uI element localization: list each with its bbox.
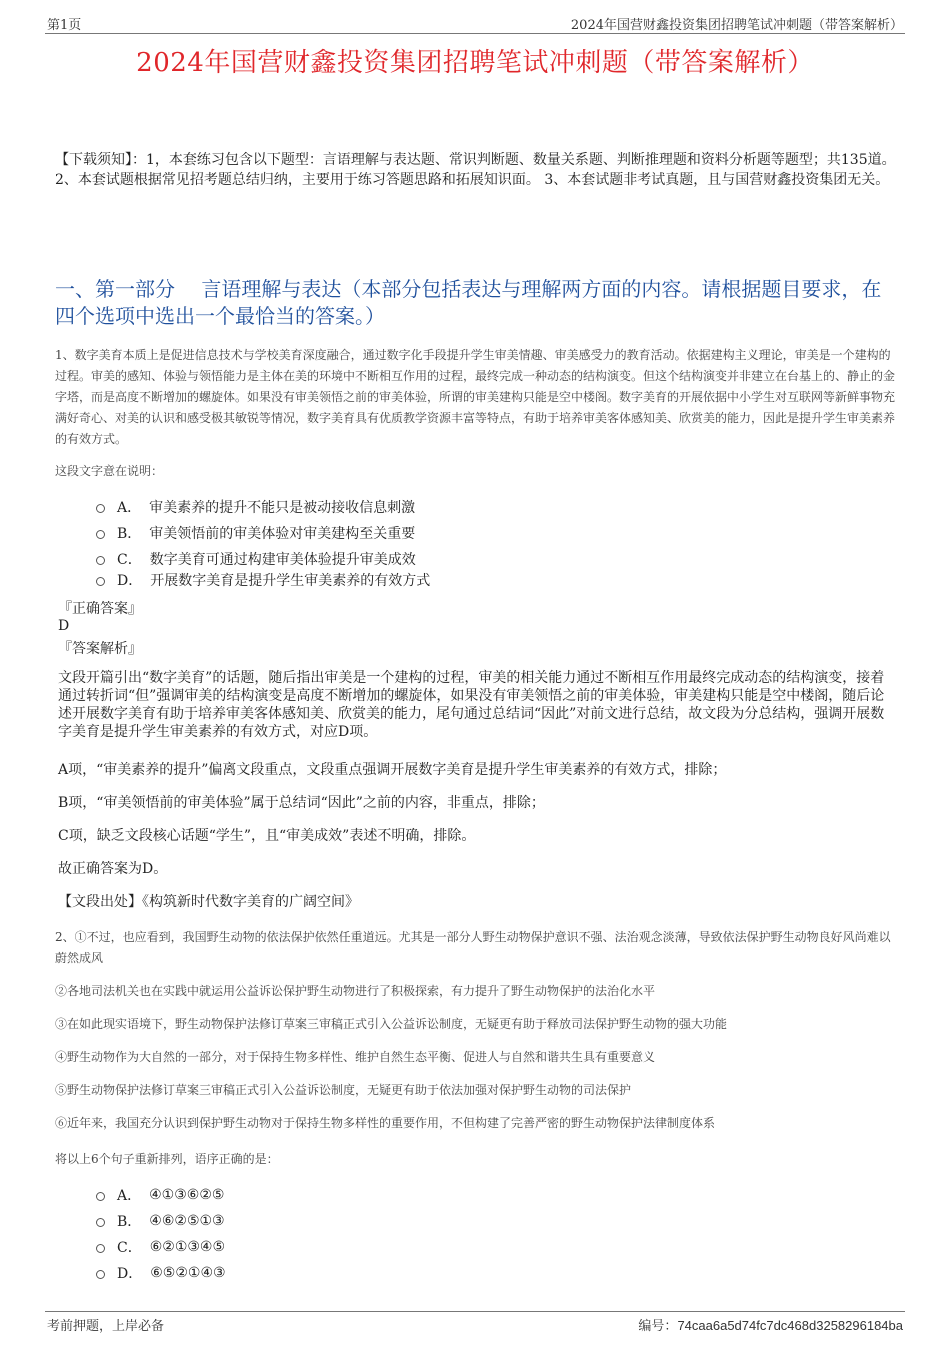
question-2-option-a[interactable] bbox=[96, 1185, 224, 1205]
option-letter: C． bbox=[117, 552, 142, 568]
header-divider bbox=[45, 33, 905, 34]
radio-icon[interactable] bbox=[96, 530, 105, 539]
question-1-option-d[interactable] bbox=[96, 570, 430, 590]
option-text: ⑥②①③④⑤ bbox=[149, 1239, 226, 1255]
option-text: 审美领悟前的审美体验对审美建构至关重要 bbox=[149, 526, 416, 542]
option-letter: B． bbox=[117, 526, 142, 542]
option-text: 开展数字美育是提升学生审美素养的有效方式 bbox=[150, 573, 431, 589]
analysis-paragraph: 故正确答案为D。 bbox=[58, 861, 168, 877]
download-notice: 【下载须知】：1，本套练习包含以下题型：言语理解与表达题、常识判断题、数量关系题、判断推理题和资料分析题等题型；共135道。 2、本套试题根据常见招考题总结归纳，主要用于练习答题思路和拓展知识面。 3、本套试题非考试真题，且与国营财鑫投资集团无关。 bbox=[55, 152, 896, 188]
radio-icon[interactable] bbox=[96, 577, 105, 586]
footer-slogan: 考前押题，上岸必备 bbox=[47, 1319, 165, 1334]
option-letter: D． bbox=[117, 573, 143, 589]
question-1-passage: 1、数字美育本质上是促进信息技术与学校美育深度融合，通过数字化手段提升学生审美情趣、审美感受力的教育活动。依据建构主义理论，审美是一个建构的过程。审美的感知、体验与领悟能力是主体在美的环境中不断相互作用的过程，最终完成一种动态的结构演变。但这个结构演变并非建立在台基上的、静止的金字塔，而是高度不断增加的螺旋体。如果没有审美领悟之前的审美体验，所谓的审美建构只能是空中楼阁。数字美育的开展依据中小学生对互联网等新鲜事物充满好奇心、对美的认识和感受极其敏锐等情况，数字美育具有优质教学资源丰富等特点，有助于培养审美客体感知美、欣赏美的能力，因此是提升学生审美素养的有效方式。 bbox=[55, 348, 896, 446]
document-title: 2024年国营财鑫投资集团招聘笔试冲刺题（带答案解析） bbox=[136, 48, 814, 78]
option-text: ⑥⑤②①④③ bbox=[150, 1265, 226, 1281]
analysis-paragraph: C项，缺乏文段核心话题“学生”，且“审美成效”表述不明确，排除。 bbox=[58, 828, 476, 844]
radio-icon[interactable] bbox=[96, 504, 105, 513]
question-2-sentence: ⑥近年来，我国充分认识到保护野生动物对于保持生物多样性的重要作用，不但构建了完善严密的野生动物保护法律制度体系 bbox=[55, 1116, 716, 1130]
document-code-label: 编号： bbox=[638, 1319, 678, 1334]
analysis-label: 『答案解析』 bbox=[58, 641, 142, 657]
option-letter: A． bbox=[117, 1188, 142, 1204]
option-letter: C． bbox=[117, 1240, 142, 1256]
analysis-paragraph: B项，“审美领悟前的审美体验”属于总结词“因此”之前的内容，非重点，排除； bbox=[58, 795, 545, 811]
question-2-option-b[interactable] bbox=[96, 1211, 225, 1231]
footer-divider bbox=[45, 1311, 905, 1312]
document-code-value: 74caa6a5d74fc7dc468d3258296184ba bbox=[677, 1318, 903, 1333]
option-text: ④⑥②⑤①③ bbox=[149, 1213, 225, 1229]
section-heading: 一、第一部分 言语理解与表达（本部分包括表达与理解两方面的内容。请根据题目要求，在四个选项中选出一个最恰当的答案。） bbox=[55, 277, 882, 328]
option-letter: A． bbox=[117, 500, 142, 516]
correct-answer-label: 『正确答案』 bbox=[58, 601, 142, 617]
radio-icon[interactable] bbox=[96, 556, 105, 565]
question-2-sentence: ②各地司法机关也在实践中就运用公益诉讼保护野生动物进行了积极探索，有力提升了野生动物保护的法治化水平 bbox=[55, 984, 656, 998]
question-1-option-b[interactable] bbox=[96, 523, 415, 543]
question-1-prompt: 这段文字意在说明： bbox=[55, 464, 164, 478]
option-text: ④①③⑥②⑤ bbox=[149, 1187, 225, 1203]
correct-answer-value: D bbox=[58, 618, 70, 634]
document-code bbox=[638, 1315, 903, 1334]
passage-source: 【文段出处】《构筑新时代数字美育的广阔空间》 bbox=[58, 894, 359, 910]
question-2-sentence: 2、①不过，也应看到，我国野生动物的依法保护依然任重道远。尤其是一部分人野生动物保护意识不强、法治观念淡薄，导致依法保护野生动物良好风尚难以蔚然成风 bbox=[55, 930, 891, 965]
radio-icon[interactable] bbox=[96, 1244, 105, 1253]
analysis-paragraph: A项，“审美素养的提升”偏离文段重点，文段重点强调开展数字美育是提升学生审美素养的有效方式，排除； bbox=[58, 762, 727, 778]
question-1-option-c[interactable] bbox=[96, 549, 416, 569]
question-2-option-c[interactable] bbox=[96, 1237, 225, 1257]
option-letter: B． bbox=[117, 1214, 142, 1230]
analysis-paragraph: 文段开篇引出“数字美育”的话题，随后指出审美是一个建构的过程，审美的相关能力通过不断相互作用最终完成动态的结构演变，接着通过转折词“但”强调审美的结构演变是高度不断增加的螺旋体，如果没有审美领悟之前的审美体验，审美建构只能是空中楼阁，随后论述开展数字美育有助于培养审美客体感知美、欣赏美的能力，尾句通过总结词“因此”对前文进行总结，故文段为分总结构，强调开展数字美育是提升学生审美素养的有效方式，对应D项。 bbox=[58, 670, 885, 740]
radio-icon[interactable] bbox=[96, 1218, 105, 1227]
question-2-sentence: ⑤野生动物保护法修订草案三审稿正式引入公益诉讼制度，无疑更有助于依法加强对保护野生动物的司法保护 bbox=[55, 1083, 632, 1097]
question-2-option-d[interactable] bbox=[96, 1263, 226, 1283]
option-text: 数字美育可通过构建审美体验提升审美成效 bbox=[149, 552, 416, 568]
option-letter: D． bbox=[117, 1266, 143, 1282]
question-2-sentence: ③在如此现实语境下，野生动物保护法修订草案三审稿正式引入公益诉讼制度，无疑更有助于释放司法保护野生动物的强大功能 bbox=[55, 1017, 728, 1031]
question-2-sentence: ④野生动物作为大自然的一部分，对于保持生物多样性、维护自然生态平衡、促进人与自然和谐共生具有重要意义 bbox=[55, 1050, 656, 1064]
radio-icon[interactable] bbox=[96, 1192, 105, 1201]
running-header-title: 2024年国营财鑫投资集团招聘笔试冲刺题（带答案解析） bbox=[570, 18, 903, 33]
radio-icon[interactable] bbox=[96, 1270, 105, 1279]
option-text: 审美素养的提升不能只是被动接收信息刺激 bbox=[149, 500, 416, 516]
page-number: 第1页 bbox=[47, 18, 82, 33]
question-1-option-a[interactable] bbox=[96, 497, 415, 517]
question-2-prompt: 将以上6个句子重新排列，语序正确的是： bbox=[55, 1152, 279, 1166]
